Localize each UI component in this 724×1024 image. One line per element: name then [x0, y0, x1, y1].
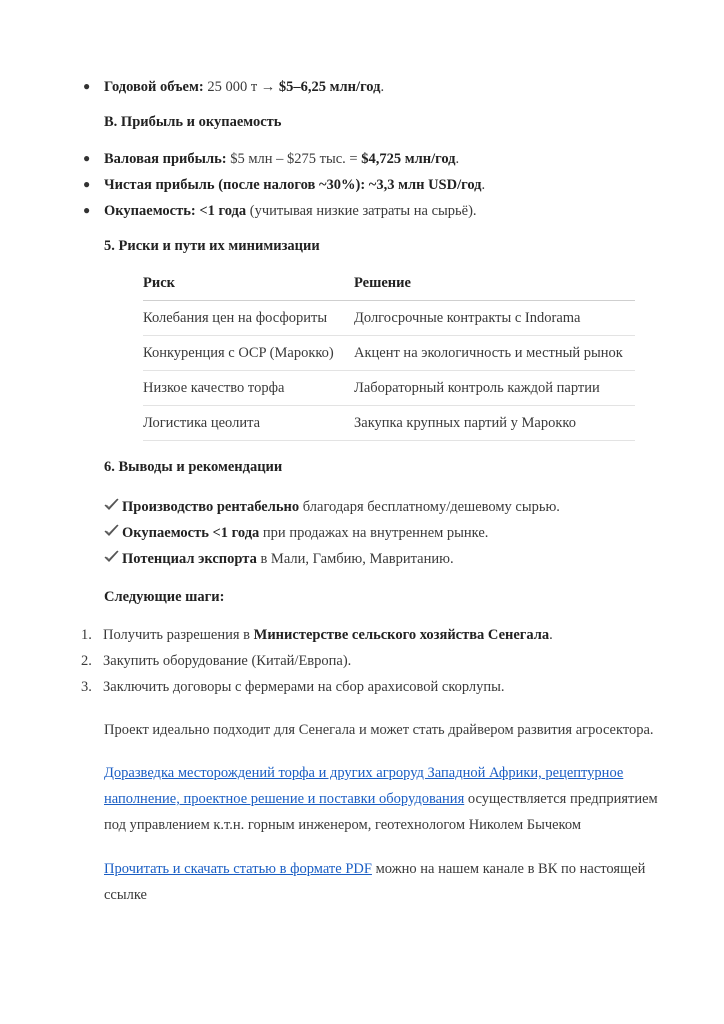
list-item: [81, 627, 553, 644]
bullet-value: $4,725 млн/год: [361, 151, 456, 167]
column-header-risk: Риск: [143, 266, 354, 301]
pdf-link[interactable]: Прочитать и скачать статью в формате PDF: [104, 861, 372, 877]
bullet-dot: ●: [83, 177, 91, 191]
bullet-text: 25 000 т →: [203, 79, 279, 95]
table-header-row: [143, 266, 635, 301]
list-number: 3.: [81, 679, 92, 695]
check-icon: [104, 524, 122, 542]
check-icon: [104, 550, 122, 568]
conclusion-text: благодаря бесплатному/дешевому сырью.: [299, 499, 560, 515]
table-row: [143, 406, 635, 441]
conclusion-bold: Потенциал экспорта: [122, 551, 257, 567]
list-text: Получить разрешения в: [103, 627, 254, 643]
column-header-solution: Решение: [354, 266, 635, 301]
conclusion-item: [104, 524, 488, 542]
bullet-dot: ●: [83, 203, 91, 217]
bullet-label: Окупаемость: <1 года: [104, 203, 247, 219]
pdf-paragraph: [104, 856, 674, 908]
risk-cell: Низкое качество торфа: [143, 371, 354, 406]
pdf-text: можно на нашем канале в ВК по настоящей ссылке: [104, 861, 646, 903]
section-b-title: B. Прибыль и окупаемость: [104, 114, 282, 130]
bullet-end: .: [380, 79, 385, 95]
summary-paragraph: Проект идеально подходит для Сенегала и может стать драйвером развития агросектора.: [104, 722, 654, 738]
list-end: .: [549, 627, 553, 643]
conclusion-item: [104, 498, 560, 516]
list-text: Закупить оборудование (Китай/Европа).: [103, 653, 352, 669]
conclusion-bold: Окупаемость <1 года: [122, 525, 260, 541]
risk-table: [143, 266, 635, 441]
solution-cell: Долгосрочные контракты с Indorama: [354, 301, 635, 336]
conclusion-bold: Производство рентабельно: [122, 499, 300, 515]
credit-paragraph: [104, 760, 674, 838]
bullet-value: ~3,3 млн USD/год: [368, 177, 482, 193]
list-number: 1.: [81, 627, 92, 643]
bullet-end: .: [455, 151, 460, 167]
solution-cell: Лабораторный контроль каждой партии: [354, 371, 635, 406]
solution-cell: Закупка крупных партий у Марокко: [354, 406, 635, 441]
solution-cell: Акцент на экологичность и местный рынок: [354, 336, 635, 371]
risk-cell: Логистика цеолита: [143, 406, 354, 441]
bullet-value: $5–6,25 млн/год: [278, 79, 381, 95]
table-row: [143, 336, 635, 371]
check-icon: [104, 498, 122, 516]
list-item: [81, 653, 351, 670]
bullet-dot: ●: [83, 151, 91, 165]
list-text: Заключить договоры с фермерами на сбор арахисовой скорлупы.: [103, 679, 505, 695]
bullet-label: Годовой объем:: [104, 79, 204, 95]
list-bold: Министерстве сельского хозяйства Сенегала: [253, 627, 550, 643]
risk-cell: Конкуренция с OCP (Марокко): [143, 336, 354, 371]
bullet-end: .: [481, 177, 486, 193]
exploration-link[interactable]: Доразведка месторождений торфа и других агроруд Западной Африки, рецептурное наполнение, проектное решение и поставки оборудования: [104, 765, 624, 807]
section-6-title: 6. Выводы и рекомендации: [104, 459, 283, 475]
risk-cell: Колебания цен на фосфориты: [143, 301, 354, 336]
bullet-dot: ●: [83, 79, 91, 93]
conclusion-text: при продажах на внутреннем рынке.: [259, 525, 489, 541]
next-steps-title: Следующие шаги:: [104, 589, 225, 605]
list-number: 2.: [81, 653, 92, 669]
table-row: [143, 301, 635, 336]
bullet-text: (учитывая низкие затраты на сырьё).: [246, 203, 477, 219]
conclusion-text: в Мали, Гамбию, Мавританию.: [256, 551, 454, 567]
bullet-text: $5 млн – $275 тыс. =: [226, 151, 362, 167]
list-item: [81, 679, 505, 696]
bullet-label: Чистая прибыль (после налогов ~30%):: [104, 177, 366, 193]
table-row: [143, 371, 635, 406]
credit-text: осуществляется предприятием под управлением к.т.н. горным инженером, геотехнологом Николем Бычеком: [104, 791, 658, 833]
conclusion-item: [104, 550, 454, 568]
bullet-label: Валовая прибыль:: [104, 151, 227, 167]
section-5-title: 5. Риски и пути их минимизации: [104, 238, 320, 254]
